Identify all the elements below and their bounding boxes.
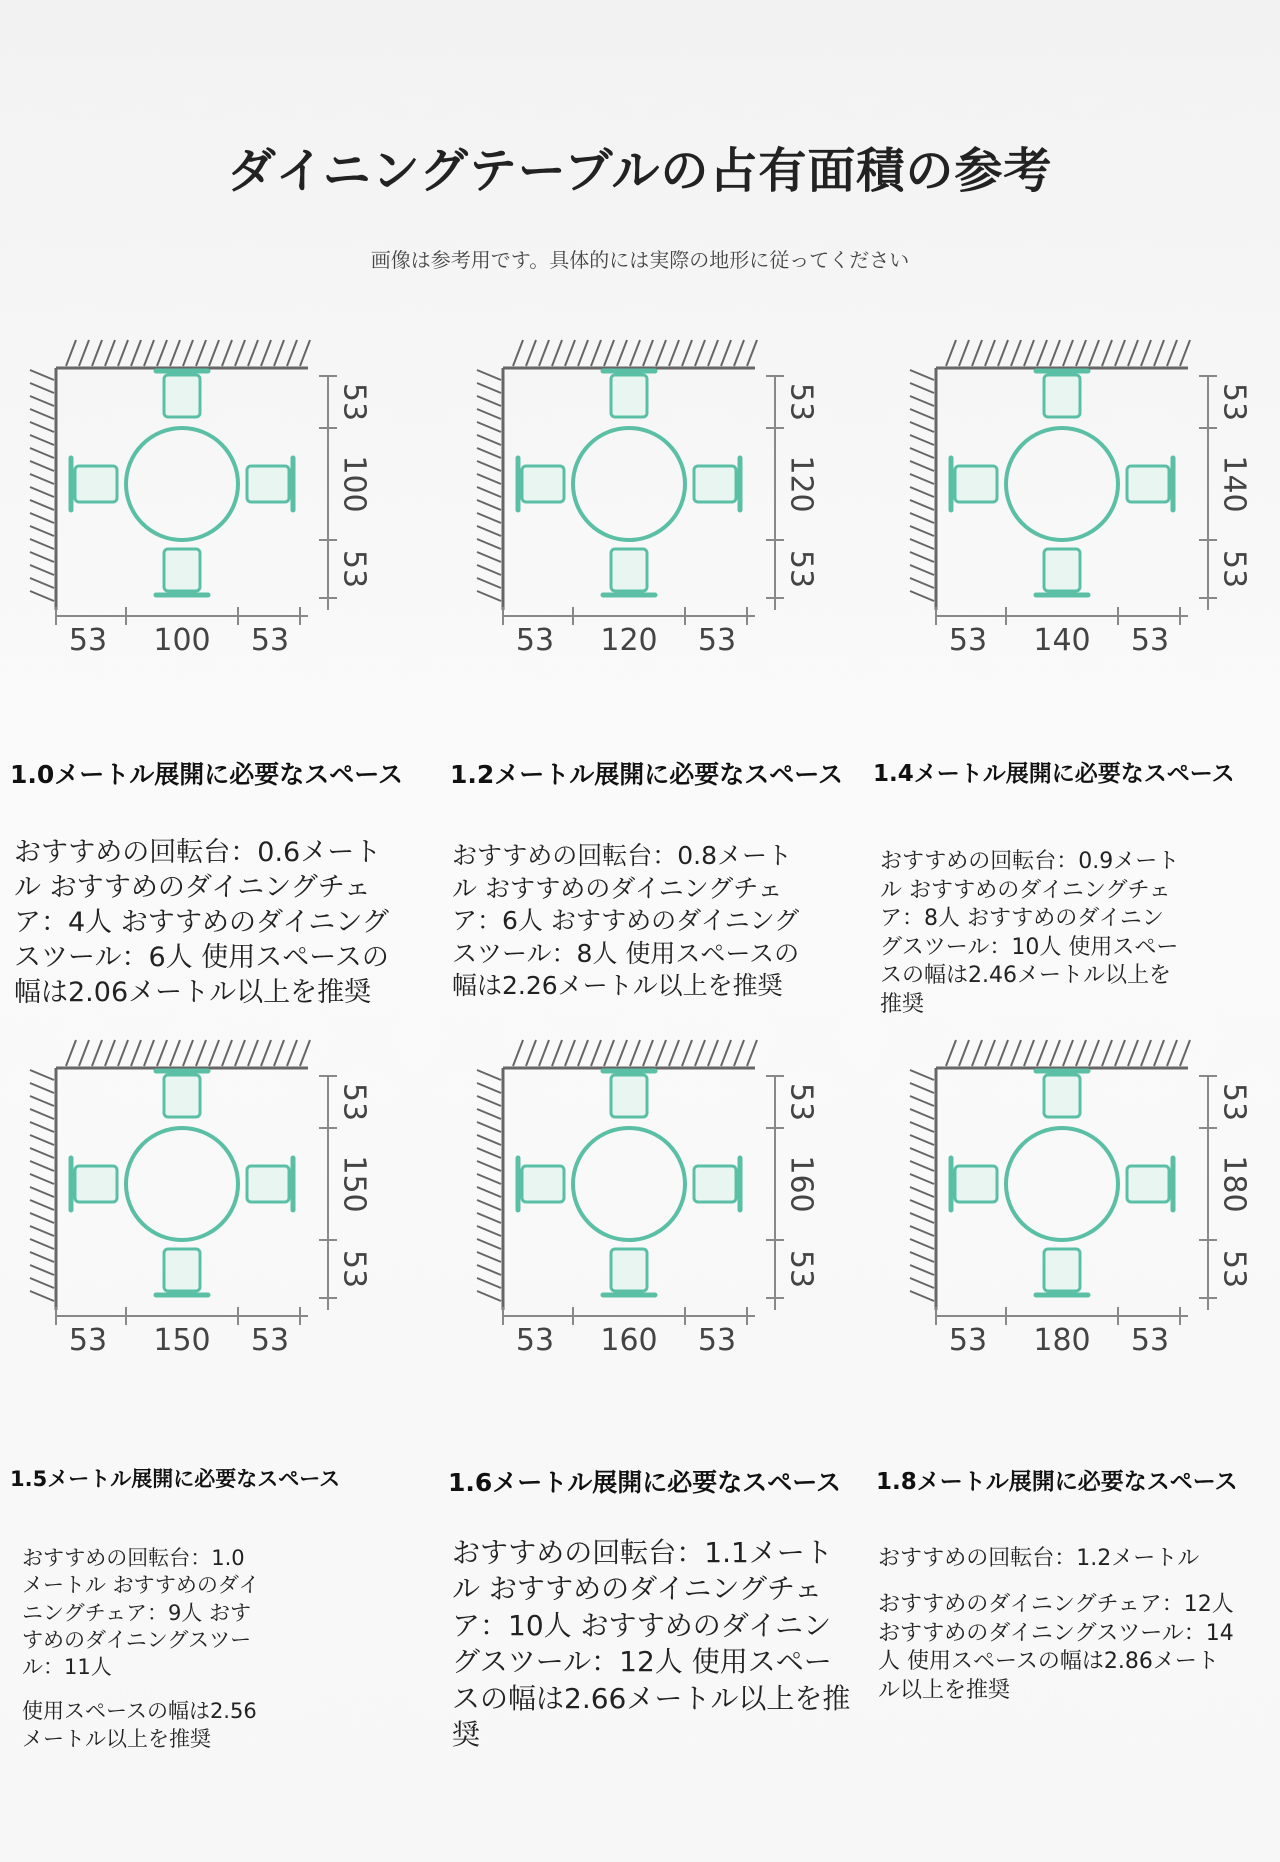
chair-icon bbox=[247, 1158, 293, 1210]
dim-label-left: 53 bbox=[68, 1323, 108, 1358]
dim-label-bottom: 53 bbox=[336, 549, 372, 589]
description-text: おすすめのダイニングチェア：12人 おすすめのダイニングスツール：14人 使用スペースの幅は2.86メートル以上を推奨 bbox=[878, 1592, 1234, 1703]
chair-icon bbox=[694, 1158, 740, 1210]
floor-plan-diagram bbox=[8, 980, 408, 1358]
dim-label-right: 53 bbox=[697, 1323, 737, 1358]
page-subtitle: 画像は参考用です。具体的には実際の地形に従ってください bbox=[370, 248, 910, 272]
dim-label-left: 53 bbox=[948, 1323, 988, 1358]
dim-label-table-v: 160 bbox=[783, 1155, 819, 1213]
panel-caption: 1.4メートル展開に必要なスペース bbox=[873, 761, 1235, 787]
dim-label-right: 53 bbox=[1130, 623, 1170, 658]
dim-label-bottom: 53 bbox=[1216, 1249, 1252, 1289]
chair-icon bbox=[951, 458, 997, 510]
chair-icon bbox=[156, 371, 208, 417]
dim-label-bottom: 53 bbox=[783, 549, 819, 589]
chair-icon bbox=[603, 371, 655, 417]
panel-120 bbox=[455, 280, 865, 660]
dim-label-bottom: 53 bbox=[336, 1249, 372, 1289]
dim-label-top: 53 bbox=[783, 382, 819, 422]
dim-label-bottom: 53 bbox=[783, 1249, 819, 1289]
panel-description bbox=[452, 840, 807, 1003]
dim-label-top: 53 bbox=[336, 382, 372, 422]
panel-caption: 1.0メートル展開に必要なスペース bbox=[10, 760, 404, 789]
dim-label-table-v: 150 bbox=[336, 1155, 372, 1213]
dim-label-right: 53 bbox=[1130, 1323, 1170, 1358]
floor-plan-diagram bbox=[888, 980, 1280, 1358]
chair-icon bbox=[156, 1071, 208, 1117]
chair-icon bbox=[603, 1071, 655, 1117]
dim-label-table-h: 120 bbox=[600, 623, 658, 658]
chair-icon bbox=[694, 458, 740, 510]
chair-icon bbox=[951, 1158, 997, 1210]
chairs-group bbox=[951, 1071, 1173, 1295]
round-table bbox=[1006, 428, 1118, 540]
dim-label-table-v: 140 bbox=[1216, 455, 1252, 513]
round-table bbox=[126, 1128, 238, 1240]
chair-icon bbox=[1127, 458, 1173, 510]
chair-icon bbox=[1036, 1071, 1088, 1117]
dim-label-top: 53 bbox=[783, 1082, 819, 1122]
chairs-group bbox=[518, 1071, 740, 1295]
chairs-group bbox=[71, 1071, 293, 1295]
panel-140 bbox=[888, 280, 1280, 660]
chair-icon bbox=[247, 458, 293, 510]
dim-label-table-h: 180 bbox=[1033, 1323, 1091, 1358]
chair-icon bbox=[71, 458, 117, 510]
dim-label-left: 53 bbox=[515, 1323, 555, 1358]
dim-label-right: 53 bbox=[697, 623, 737, 658]
chair-icon bbox=[71, 1158, 117, 1210]
dim-label-right: 53 bbox=[250, 1323, 290, 1358]
description-text: 使用スペースの幅は2.56メートル以上を推奨 bbox=[22, 1699, 257, 1751]
description-text: おすすめの回転台：1.2メートル bbox=[878, 1546, 1200, 1571]
floor-plan-diagram bbox=[8, 280, 408, 658]
floor-plan-diagram bbox=[455, 980, 855, 1358]
panel-100 bbox=[8, 280, 418, 660]
panel-description bbox=[22, 1545, 262, 1753]
chair-icon bbox=[518, 1158, 564, 1210]
panel-caption: 1.8メートル展開に必要なスペース bbox=[876, 1469, 1238, 1495]
dim-label-table-v: 120 bbox=[783, 455, 819, 513]
round-table bbox=[573, 428, 685, 540]
dim-label-top: 53 bbox=[1216, 382, 1252, 422]
vertical-dimension bbox=[766, 1076, 784, 1310]
round-table bbox=[126, 428, 238, 540]
vertical-dimension bbox=[319, 1076, 337, 1310]
dim-label-table-h: 100 bbox=[153, 623, 211, 658]
panel-caption: 1.5メートル展開に必要なスペース bbox=[10, 1467, 341, 1491]
chair-icon bbox=[518, 458, 564, 510]
dim-label-table-v: 100 bbox=[336, 455, 372, 513]
chair-icon bbox=[156, 1249, 208, 1295]
chair-icon bbox=[1036, 549, 1088, 595]
description-text: おすすめの回転台：0.9メートル おすすめのダイニングチェア：8人 おすすめのダイニングスツール：10人 使用スペースの幅は2.46メートル以上を推奨 bbox=[880, 849, 1180, 1017]
page-title: ダイニングテーブルの占有面積の参考 bbox=[227, 143, 1053, 199]
panel-caption: 1.2メートル展開に必要なスペース bbox=[450, 760, 844, 789]
vertical-dimension bbox=[1199, 1076, 1217, 1310]
dim-label-left: 53 bbox=[68, 623, 108, 658]
vertical-dimension bbox=[1199, 376, 1217, 610]
vertical-dimension bbox=[319, 376, 337, 610]
description-text: おすすめの回転台：1.1メートル おすすめのダイニングチェア：10人 おすすめのダイニングスツール：12人 使用スペースの幅は2.66メートル以上を推奨 bbox=[452, 1536, 851, 1751]
chair-icon bbox=[603, 549, 655, 595]
chair-icon bbox=[156, 549, 208, 595]
chairs-group bbox=[518, 371, 740, 595]
panel-description bbox=[878, 1545, 1238, 1706]
dim-label-table-h: 160 bbox=[600, 1323, 658, 1358]
description-text: おすすめの回転台：0.6メートル おすすめのダイニングチェア：4人 おすすめのダイニングスツール：6人 使用スペースの幅は2.06メートル以上を推奨 bbox=[14, 837, 389, 1009]
chair-icon bbox=[1036, 371, 1088, 417]
dim-label-left: 53 bbox=[515, 623, 555, 658]
dim-label-table-v: 180 bbox=[1216, 1155, 1252, 1213]
chairs-group bbox=[71, 371, 293, 595]
dim-label-top: 53 bbox=[336, 1082, 372, 1122]
vertical-dimension bbox=[766, 376, 784, 610]
dim-label-left: 53 bbox=[948, 623, 988, 658]
round-table bbox=[573, 1128, 685, 1240]
panel-caption: 1.6メートル展開に必要なスペース bbox=[448, 1468, 842, 1497]
dim-label-right: 53 bbox=[250, 623, 290, 658]
panel-160 bbox=[455, 980, 865, 1360]
panel-description bbox=[452, 1535, 852, 1753]
chair-icon bbox=[1127, 1158, 1173, 1210]
dim-label-top: 53 bbox=[1216, 1082, 1252, 1122]
chair-icon bbox=[603, 1249, 655, 1295]
dim-label-bottom: 53 bbox=[1216, 549, 1252, 589]
panel-150 bbox=[8, 980, 418, 1360]
description-text: おすすめの回転台：1.0メートル おすすめのダイニングチェア：9人 おすすめのダイニングスツール：11人 bbox=[22, 1546, 260, 1680]
panel-180 bbox=[888, 980, 1280, 1360]
floor-plan-diagram bbox=[888, 280, 1280, 658]
description-text: おすすめの回転台：0.8メートル おすすめのダイニングチェア：6人 おすすめのダイニングスツール：8人 使用スペースの幅は2.26メートル以上を推奨 bbox=[452, 841, 800, 1000]
round-table bbox=[1006, 1128, 1118, 1240]
dim-label-table-h: 140 bbox=[1033, 623, 1091, 658]
dim-label-table-h: 150 bbox=[153, 1323, 211, 1358]
chair-icon bbox=[1036, 1249, 1088, 1295]
chairs-group bbox=[951, 371, 1173, 595]
floor-plan-diagram bbox=[455, 280, 855, 658]
